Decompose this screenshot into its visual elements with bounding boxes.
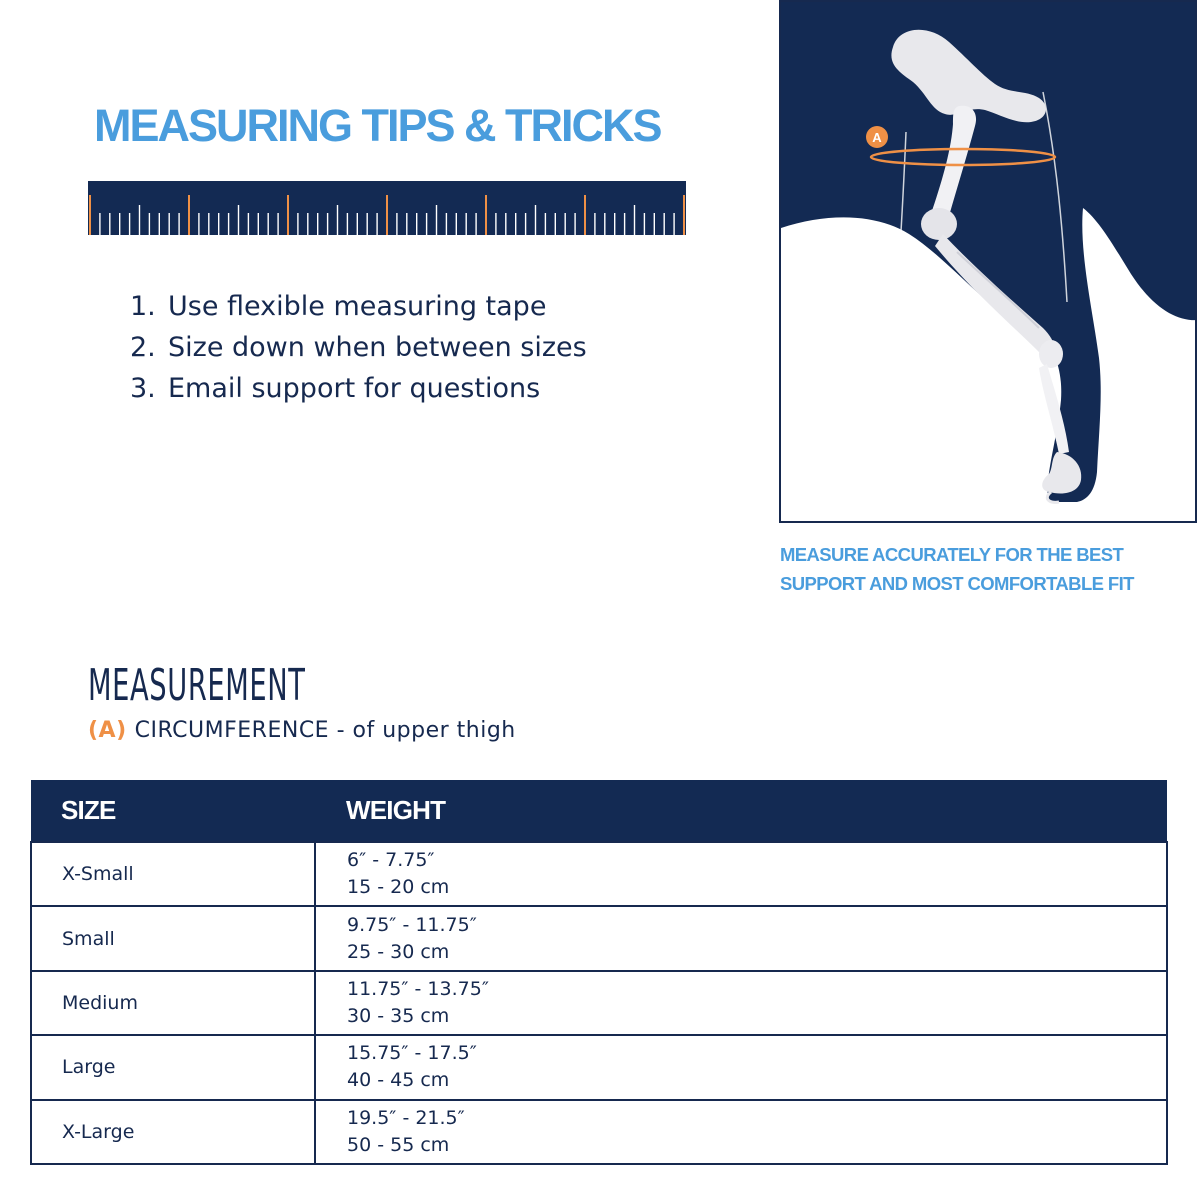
- column-header-size: SIZE: [31, 780, 315, 842]
- tip-item: 1. Use flexible measuring tape: [130, 286, 587, 327]
- size-cell: Medium: [31, 971, 315, 1035]
- table-row: [31, 971, 1167, 1035]
- range-cell: 11.75″ - 13.75″ 30 - 35 cm: [315, 971, 1167, 1035]
- table-row: [31, 842, 1167, 906]
- tip-item: 2. Size down when between sizes: [130, 327, 587, 368]
- measurement-marker: (A): [88, 718, 127, 743]
- table-row: [31, 906, 1167, 970]
- tip-text: Use flexible measuring tape: [168, 291, 547, 322]
- dog-leg-skeleton-icon: [781, 2, 1197, 523]
- measurement-heading: MEASUREMENT: [88, 660, 306, 711]
- tip-item: 3. Email support for questions: [130, 368, 587, 409]
- tip-text: Size down when between sizes: [168, 332, 587, 363]
- tip-text: Email support for questions: [168, 373, 541, 404]
- range-cell: 15.75″ - 17.5″ 40 - 45 cm: [315, 1035, 1167, 1099]
- marker-a-label: A: [872, 130, 882, 145]
- size-cell: Large: [31, 1035, 315, 1099]
- caption-line: SUPPORT AND MOST COMFORTABLE FIT: [780, 573, 1134, 594]
- dog-leg-illustration: [779, 0, 1197, 523]
- table-row: [31, 1035, 1167, 1099]
- measurement-label: CIRCUMFERENCE - of upper thigh: [134, 718, 516, 743]
- page-title: MEASURING TIPS & TRICKS: [94, 100, 661, 151]
- measurement-subheading: [88, 718, 516, 743]
- range-cell: 6″ - 7.75″ 15 - 20 cm: [315, 842, 1167, 906]
- column-header-weight: WEIGHT: [315, 780, 1167, 842]
- caption: [780, 540, 1200, 598]
- table-row: [31, 1100, 1167, 1164]
- caption-line: MEASURE ACCURATELY FOR THE BEST: [780, 544, 1124, 565]
- measuring-tape-icon: [88, 181, 686, 235]
- measuring-tape-graphic: [88, 181, 686, 235]
- tips-list: [130, 286, 587, 409]
- range-cell: 9.75″ - 11.75″ 25 - 30 cm: [315, 906, 1167, 970]
- size-cell: X-Small: [31, 842, 315, 906]
- size-chart-table: [30, 780, 1168, 1165]
- size-cell: Small: [31, 906, 315, 970]
- table-header-row: [31, 780, 1167, 842]
- range-cell: 19.5″ - 21.5″ 50 - 55 cm: [315, 1100, 1167, 1164]
- size-cell: X-Large: [31, 1100, 315, 1164]
